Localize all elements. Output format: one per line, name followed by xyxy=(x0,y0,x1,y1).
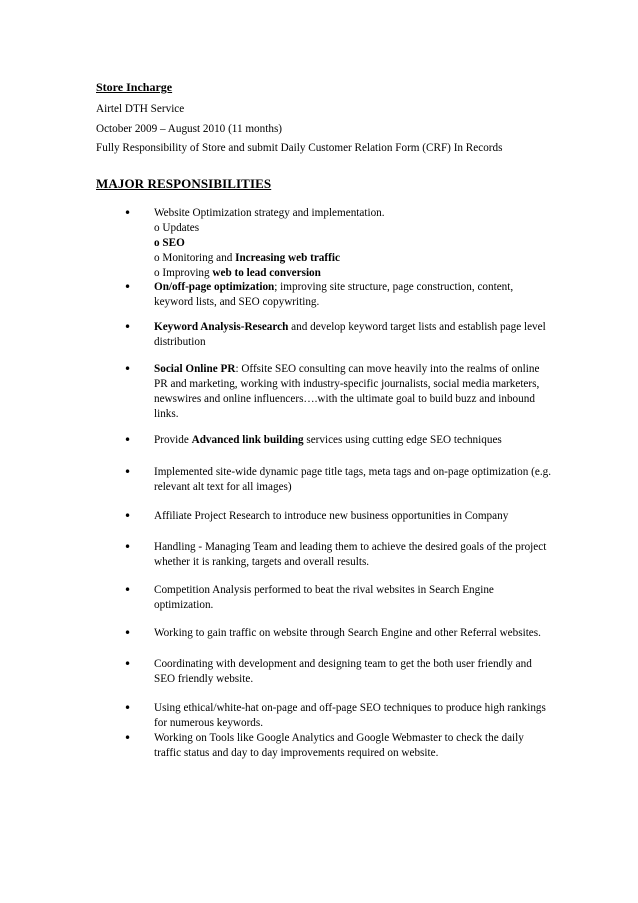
list-item: Working on Tools like Google Analytics and Google Webmaster to check the daily traffic status and day to day improvements required on website. xyxy=(154,732,524,759)
bullet-marker: • xyxy=(124,583,132,597)
list-item: Coordinating with development and designing team to get the both user friendly and SEO friendly website. xyxy=(154,658,532,685)
bullet-marker: • xyxy=(124,320,132,334)
list-item: Keyword Analysis-Research and develop keyword target lists and establish page level distribution xyxy=(154,321,546,348)
list-item xyxy=(154,206,584,281)
list-item: Affiliate Project Research to introduce new business opportunities in Company xyxy=(154,510,509,522)
sub-item: o Monitoring and Increasing web traffic xyxy=(154,252,340,264)
list-item: Provide Advanced link building services using cutting edge SEO techniques xyxy=(154,434,502,446)
employment-period: October 2009 – August 2010 (11 months) xyxy=(96,123,283,135)
bullet-marker: • xyxy=(124,465,132,479)
bullet-marker: • xyxy=(124,540,132,554)
list-item: On/off-page optimization; improving site structure, page construction, content, keyword lists, and SEO copywriting. xyxy=(154,281,514,308)
sub-item: o Updates xyxy=(154,222,200,234)
list-item: Working to gain traffic on website through Search Engine and other Referral websites. xyxy=(154,627,541,639)
bullet-marker: • xyxy=(124,206,132,220)
sub-item: o SEO xyxy=(154,237,185,249)
bullet-marker: • xyxy=(124,626,132,640)
list-item: Using ethical/white-hat on-page and off-page SEO techniques to produce high rankings for numerous keywords. xyxy=(154,702,546,729)
bullet-marker: • xyxy=(124,280,132,294)
bullet-marker: • xyxy=(124,509,132,523)
section-heading: MAJOR RESPONSIBILITIES xyxy=(96,176,272,191)
bullet-marker: • xyxy=(124,657,132,671)
list-item: Social Online PR: Offsite SEO consulting can move heavily into the realms of online PR and marketing, working with industry-specific journalists, social media marketers, newswires and online influencers….with the ultimate goal to build buzz and inbound links. xyxy=(154,363,540,420)
bullet-marker: • xyxy=(124,701,132,715)
list-item: Competition Analysis performed to beat the rival websites in Search Engine optimization. xyxy=(154,584,494,611)
bullet-marker: • xyxy=(124,731,132,745)
job-title: Store Incharge xyxy=(96,80,173,94)
list-item: Handling - Managing Team and leading them to achieve the desired goals of the project whether it is ranking, targets and overall results. xyxy=(154,541,547,568)
job-summary: Fully Responsibility of Store and submit Daily Customer Relation Form (CRF) In Records xyxy=(96,142,503,154)
company-name: Airtel DTH Service xyxy=(96,103,185,115)
list-item-text: Website Optimization strategy and implementation. xyxy=(154,207,385,219)
bullet-marker: • xyxy=(124,362,132,376)
sub-item: o Improving web to lead conversion xyxy=(154,267,321,279)
list-item: Implemented site-wide dynamic page title tags, meta tags and on-page optimization (e.g. relevant alt text for all images) xyxy=(154,466,552,493)
bullet-marker: • xyxy=(124,433,132,447)
